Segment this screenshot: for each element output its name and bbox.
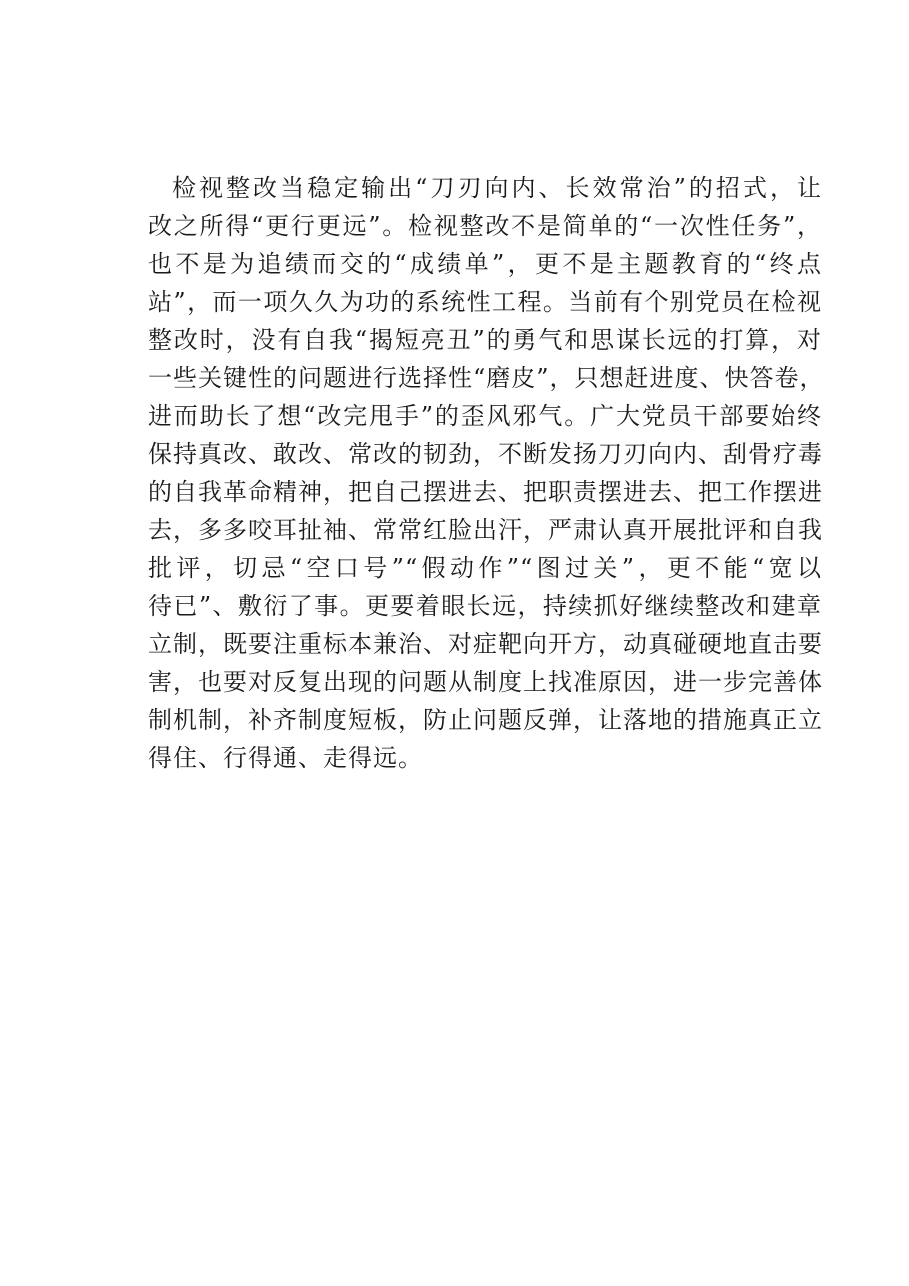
paragraph-line-16: 得住、行得通、走得远。 (148, 744, 423, 772)
paragraph-line-15: 制机制，补齐制度短板，防止问题反弹，让落地的措施真正立 (148, 706, 823, 734)
paragraph-line-8: 保持真改、敢改、常改的韧劲，不断发扬刀刃向内、刮骨疗毒 (148, 440, 823, 468)
paragraph-line-13: 立制，既要注重标本兼治、对症靶向开方，动真碰硬地直击要 (148, 630, 823, 658)
paragraph-line-9: 的自我革命精神，把自己摆进去、把职责摆进去、把工作摆进 (148, 478, 823, 506)
paragraph-line-6: 一些关键性的问题进行选择性“磨皮”，只想赶进度、快答卷， (148, 364, 825, 392)
paragraph-line-12: 待已”、敷衍了事。更要着眼长远，持续抓好继续整改和建章 (148, 592, 822, 620)
paragraph-line-5: 整改时，没有自我“揭短亮丑”的勇气和思谋长远的打算，对 (148, 326, 822, 354)
paragraph-line-1: 检视整改当稳定输出“刀刃向内、长效常治”的招式，让 (172, 174, 822, 202)
paragraph-line-7: 进而助长了想“改完甩手”的歪风邪气。广大党员干部要始终 (148, 402, 822, 430)
paragraph-line-10: 去，多多咬耳扯袖、常常红脸出汗，严肃认真开展批评和自我 (148, 516, 823, 544)
paragraph-line-14: 害，也要对反复出现的问题从制度上找准原因，进一步完善体 (148, 668, 823, 696)
paragraph-line-3: 也不是为追绩而交的“成绩单”，更不是主题教育的“终点 (148, 250, 822, 278)
paragraph-line-4: 站”，而一项久久为功的系统性工程。当前有个别党员在检视 (148, 288, 822, 316)
paragraph-line-2: 改之所得“更行更远”。检视整改不是简单的“一次性任务”， (148, 212, 822, 240)
paragraph-line-11: 批评，切忌“空口号”“假动作”“图过关”，更不能“宽以 (148, 554, 822, 582)
body-paragraph (148, 169, 825, 777)
